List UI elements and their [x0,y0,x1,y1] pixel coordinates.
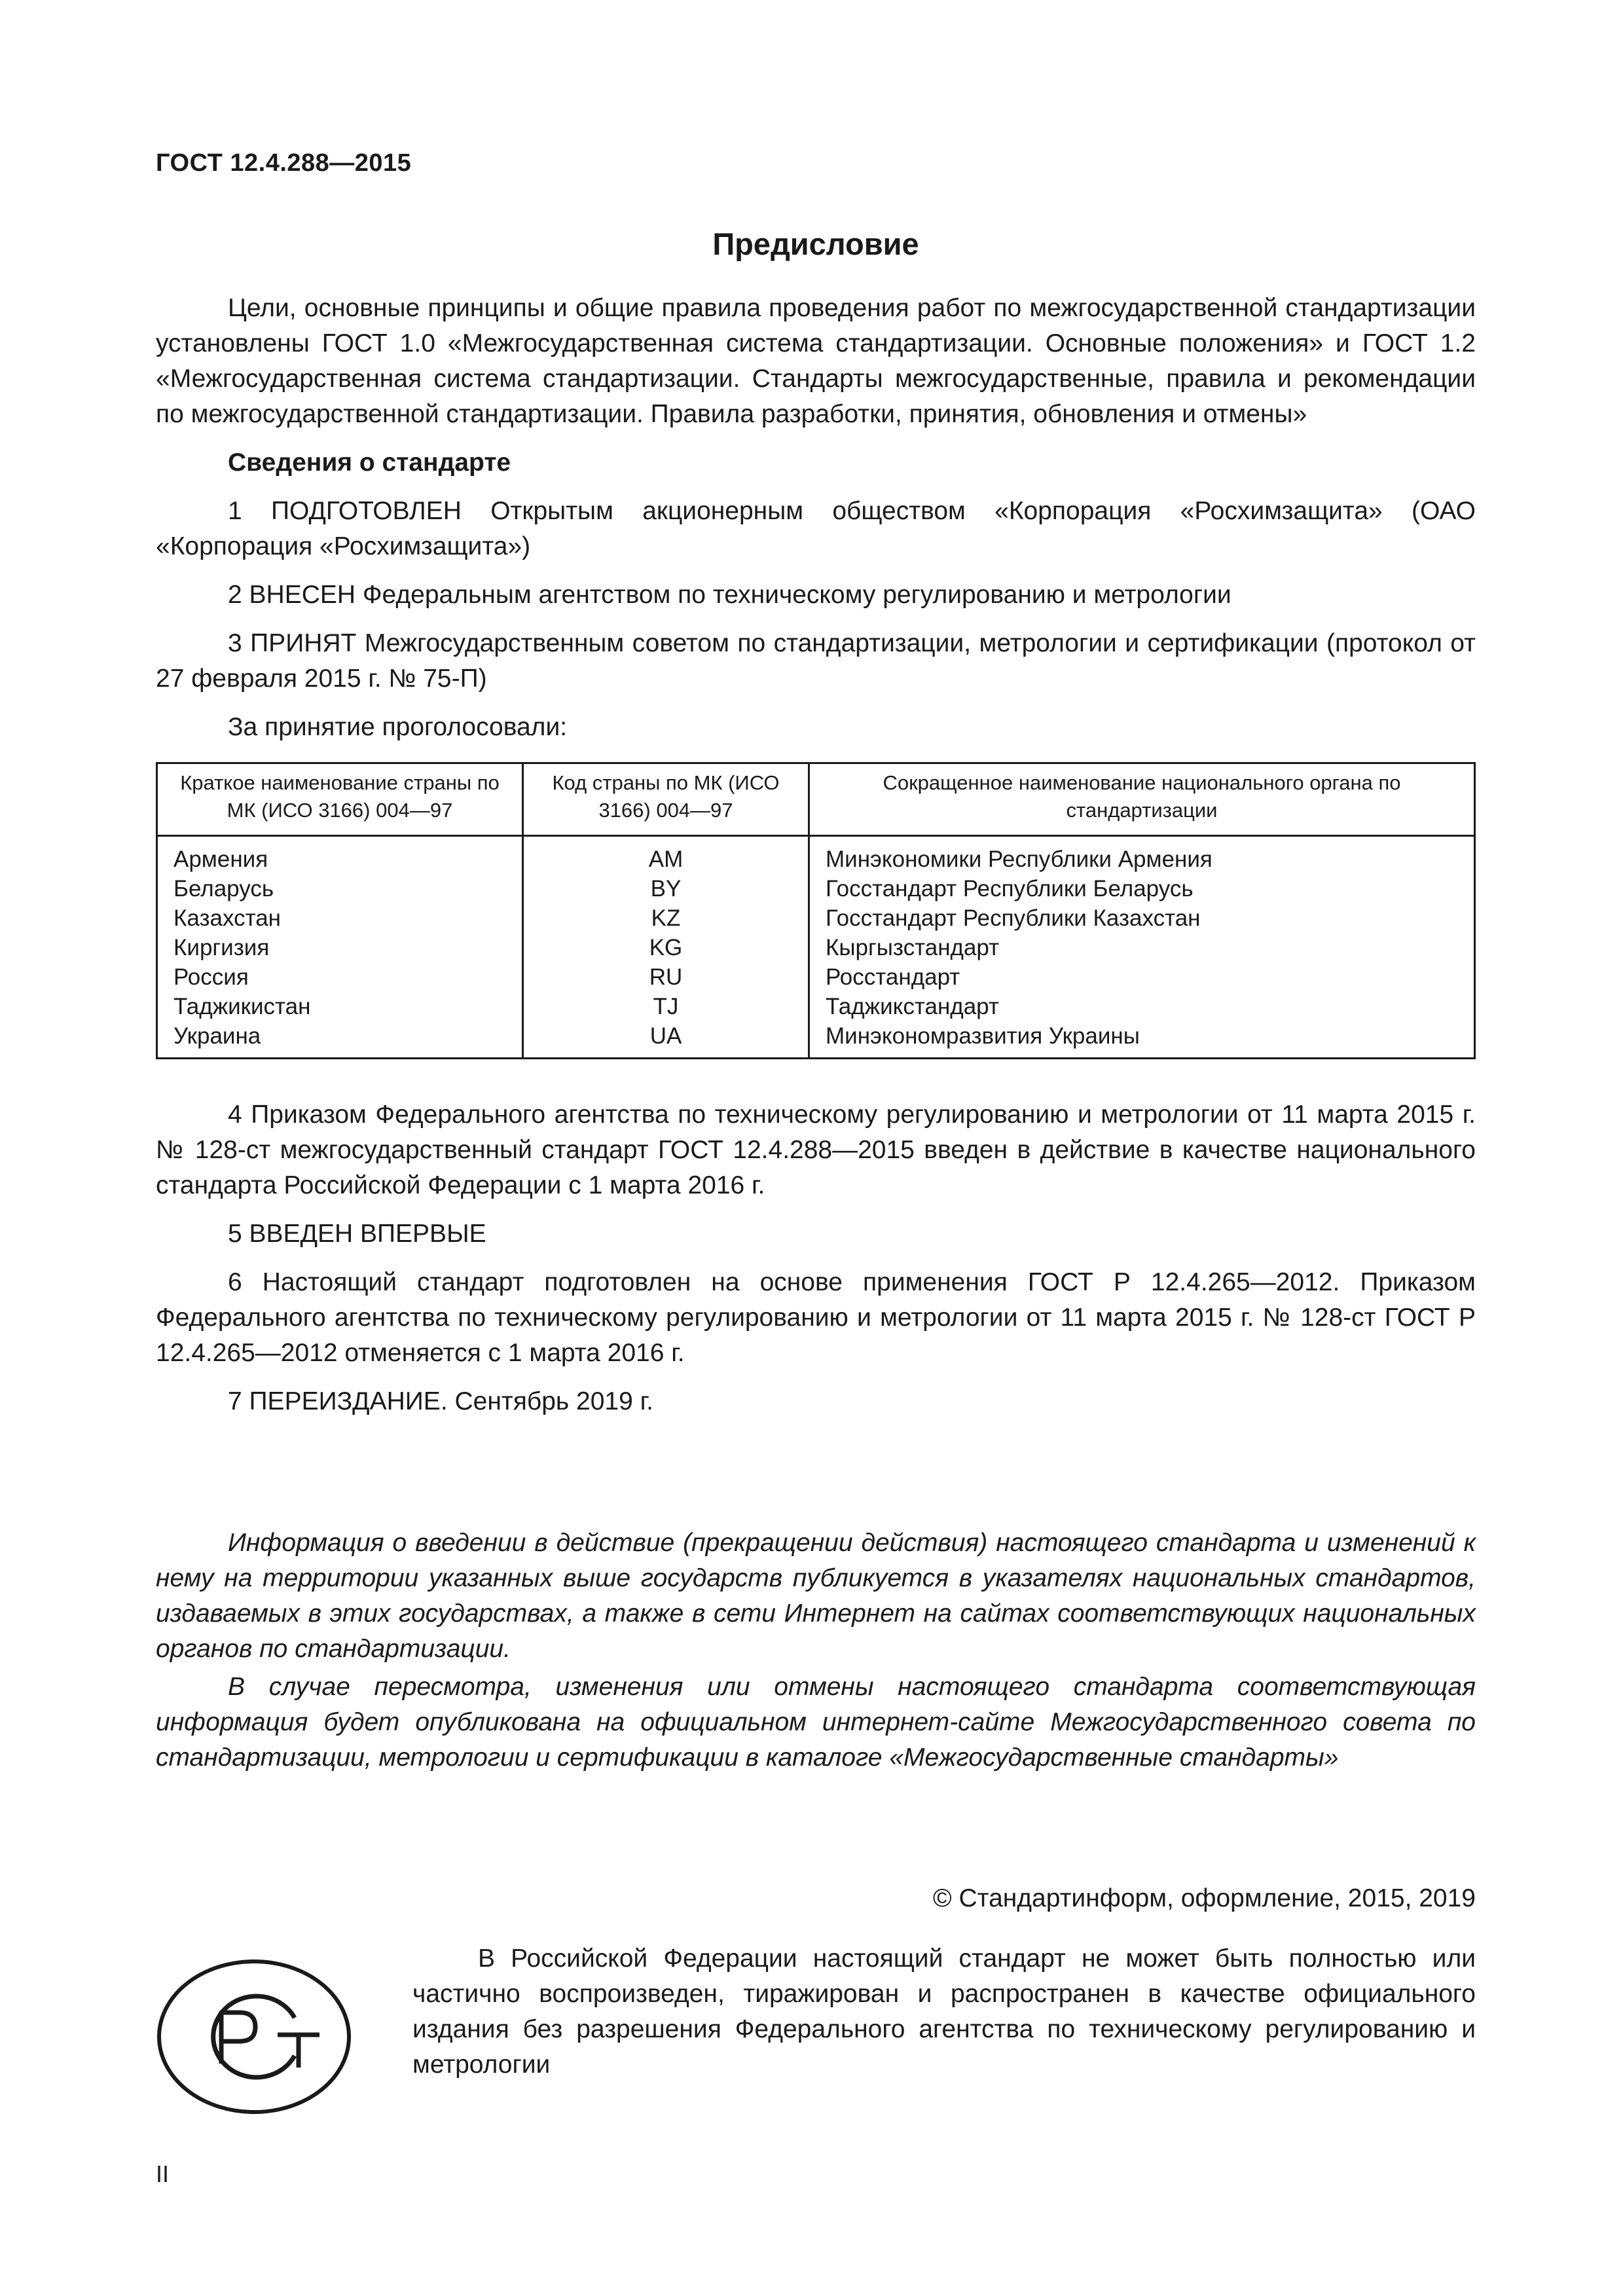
page-title: Предисловие [712,227,919,261]
standards-body: Таджикстандарт [809,992,1475,1021]
country-name: Россия [157,962,523,992]
standards-body: Кыргызстандарт [809,933,1475,962]
country-code: KZ [523,903,809,933]
table-row [157,992,1475,1021]
country-code: AM [523,836,809,875]
column-header-code: Код страны по МК (ИСО 3166) 004—97 [523,763,809,836]
page-number: II [156,2160,170,2187]
column-header-body: Сокращенное наименование национального органа по стандартизации [809,763,1475,836]
item-reissue: 7 ПЕРЕИЗДАНИЕ. Сентябрь 2019 г. [228,1387,653,1415]
country-name: Беларусь [157,874,523,903]
standards-body: Росстандарт [809,962,1475,992]
table-row [157,1021,1475,1059]
country-code: UA [523,1021,809,1059]
document-page [156,0,1476,2296]
column-header-country: Краткое наименование страны по МК (ИСО 3166) 004—97 [157,763,523,836]
country-code: KG [523,933,809,962]
standards-body: Минэкономики Республики Армения [809,836,1475,875]
table-row [157,836,1475,875]
table-row [157,874,1475,903]
document-body [156,291,1476,1432]
notice-paragraph: В Российской Федерации настоящий стандарт не может быть полностью или частично воспроизведен, тиражирован и распространен в качестве официального издания без разрешения Федерального агентства по техническому регулированию и метрологии [412,1944,1476,2079]
table-row [157,962,1475,992]
country-name: Киргизия [157,933,523,962]
publication-info [156,1525,1476,1778]
voting-countries-table [156,762,1476,1059]
country-name: Таджикистан [157,992,523,1021]
table-row [157,903,1475,933]
table-row [157,933,1475,962]
item-submitted: 2 ВНЕСЕН Федеральным агентством по техническому регулированию и метрологии [228,581,1231,609]
voted-label: За принятие проголосовали: [228,713,568,741]
country-code: TJ [523,992,809,1021]
info-heading: Сведения о стандарте [228,448,511,477]
rst-logo-icon [156,1958,352,2116]
copyright-notice [412,1941,1476,2083]
standards-body: Минэкономразвития Украины [809,1021,1475,1059]
country-code: RU [523,962,809,992]
intro-paragraph: Цели, основные принципы и общие правила проведения работ по межгосударственной стандартизации установлены ГОСТ 1.0 «Межгосударственная система стандартизации. Основные положения» и ГОСТ 1.2 «Межгосударственная система стандартизации. Стандарты межгосударственные, правила и рекомендации по межгосударственной стандартизации. Правила разработки, принятия, обновления и отмены» [156,294,1476,428]
item-basis: 6 Настоящий стандарт подготовлен на основе применения ГОСТ Р 12.4.265—2012. Приказом Федерального агентства по техническому регулированию и метрологии от 11 марта 2015 г. № 128-ст ГОСТ Р 12.4.265—2012 отменяется с 1 марта 2016 г. [156,1268,1476,1367]
item-prepared: 1 ПОДГОТОВЛЕН Открытым акционерным обществом «Корпорация «Росхимзащита» (ОАО «Корпорация «Росхимзащита») [156,497,1476,560]
country-code: BY [523,874,809,903]
copyright-line: © Стандартинформ, оформление, 2015, 2019 [932,1884,1476,1912]
item-order: 4 Приказом Федерального агентства по техническому регулированию и метрологии от 11 марта 2015 г. № 128-ст межгосударственный стандарт ГОСТ 12.4.288—2015 введен в действие в качестве национального стандарта Российской Федерации с 1 марта 2016 г. [156,1101,1476,1199]
item-introduced: 5 ВВЕДЕН ВПЕРВЫЕ [228,1220,486,1248]
country-name: Армения [157,836,523,875]
standards-body: Госстандарт Республики Беларусь [809,874,1475,903]
table-header-row [157,763,1475,836]
country-name: Казахстан [157,903,523,933]
info-paragraph: В случае пересмотра, изменения или отмены настоящего стандарта соответствующая информация будет опубликована на официальном интернет-сайте Межгосударственного совета по стандартизации, метрологии и сертификации в каталоге «Межгосударственные стандарты» [156,1673,1476,1772]
document-code: ГОСТ 12.4.288—2015 [156,149,412,177]
standards-body: Госстандарт Республики Казахстан [809,903,1475,933]
item-adopted: 3 ПРИНЯТ Межгосударственным советом по стандартизации, метрологии и сертификации (протокол от 27 февраля 2015 г. № 75-П) [156,629,1476,693]
country-name: Украина [157,1021,523,1059]
info-paragraph: Информация о введении в действие (прекращении действия) настоящего стандарта и изменений к нему на территории указанных выше государств публикуется в указателях национальных стандартов, издаваемых в этих государствах, а также в сети Интернет на сайтах соответствующих национальных органов по стандартизации. [156,1529,1476,1663]
